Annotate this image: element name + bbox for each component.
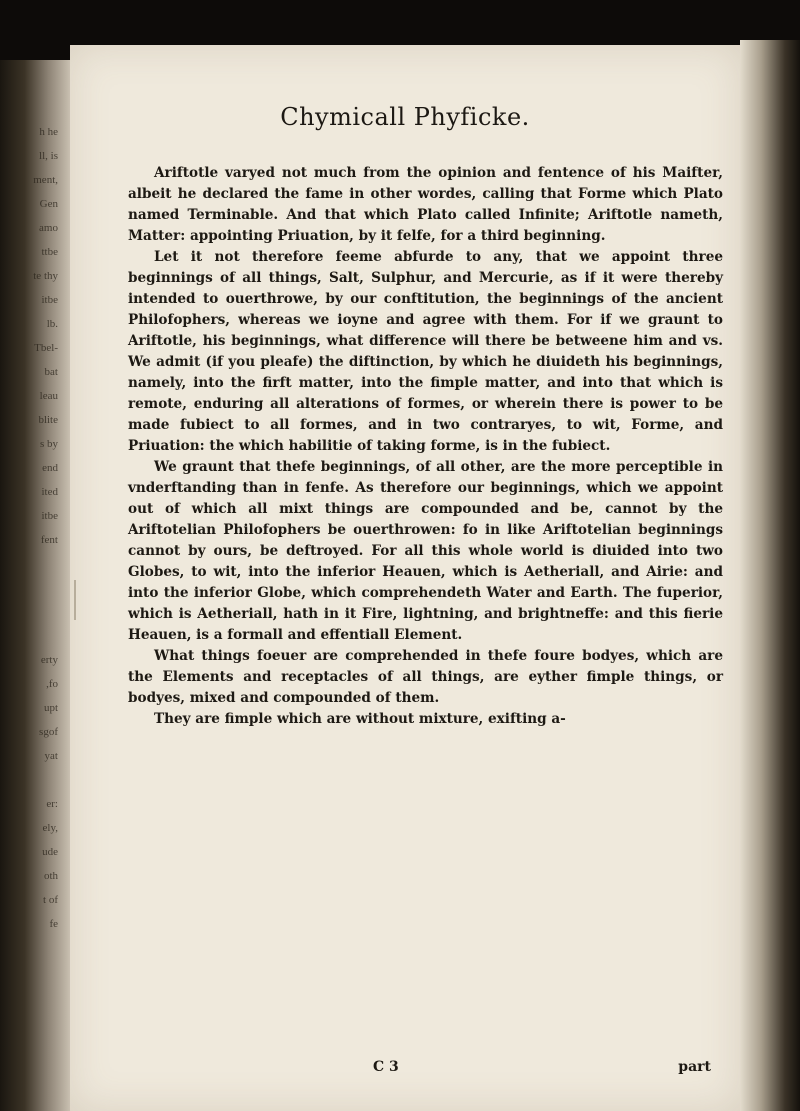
prev-page-fragment	[0, 552, 58, 576]
prev-page-fragment	[0, 624, 58, 648]
catchword: part	[678, 1059, 711, 1075]
prev-page-fragment: ll, is	[39, 150, 58, 162]
prev-page-fragment: fe	[49, 918, 58, 930]
prev-page-fragment: t of	[43, 894, 58, 906]
prev-page-fragment: ,fo	[46, 678, 58, 690]
prev-page-fragment: upt	[43, 702, 58, 714]
prev-page-fragment: blite	[38, 414, 58, 426]
prev-page-fragment: te thy	[33, 270, 58, 282]
paragraph: Let it not therefore feeme abfurde to any, that we appoint three beginnings of all things, Salt, Sulphur, and Mercurie, as if it were thereby intended to ouerthrowe, by our conftitution, the beginnings of the ancient Philofophers, whereas we ioyne and agree with them. For if we graunt to Ariftotle, his beginnings, what difference will there be betweene him and vs. We admit (if you pleafe) the diftinction, by which he diuideth his beginnings, namely, into the firft matter, into the fimple matter, and into that which is remote, enduring all alterations of formes, or wherein there is power to be made fubiect to all formes, and in two contraryes, to wit, Forme, and Priuation: the which habilitie of taking forme, is in the fubiect.	[128, 249, 723, 454]
paragraph: Ariftotle varyed not much from the opinion and fentence of his Maifter, albeit he declared the fame in other wordes, calling that Forme which Plato named Terminable. And that which Plato called Infinite; Ariftotle nameth, Matter: appointing Priuation, by it felfe, for a third beginning.	[128, 165, 723, 244]
prev-page-fragment: erty	[40, 654, 58, 666]
prev-page-fragment: itbe	[41, 294, 58, 306]
prev-page-fragment	[0, 576, 58, 600]
paragraph: What things foeuer are comprehended in thefe foure bodyes, which are the Elements and receptacles of all things, are eyther fimple things, or bodyes, mixed and compounded of them.	[128, 648, 723, 706]
margin-mark	[74, 580, 76, 620]
prev-page-fragment: amo	[39, 222, 58, 234]
prev-page-fragment: Tbel-	[34, 342, 58, 354]
prev-page-fragment: lb.	[46, 318, 58, 330]
prev-page-fragment: s by	[39, 438, 58, 450]
prev-page-fragment: ment,	[33, 174, 58, 186]
paragraph: We graunt that thefe beginnings, of all other, are the more perceptible in vnderftanding than in fenfe. As therefore our beginnings, which we appoint out of which all mixt things are compounded and be, cannot by the Ariftotelian Philofophers be ouerthrowen: fo in like Ariftotelian beginnings cannot by ours, be deftroyed. For all this whole world is diuided into two Globes, to wit, into the inferior Heauen, which is Aetheriall, and Airie: and into the inferior Globe, which comprehendeth Water and Earth. The fuperior, which is Aetheriall, hath in it Fire, lightning, and brightneffe: and this fierie Heauen, is a formall and effentiall Element.	[128, 459, 723, 643]
prev-page-fragment: ttbe	[41, 246, 58, 258]
prev-page-fragment: er:	[46, 798, 58, 810]
prev-page-fragment: oth	[43, 870, 58, 882]
paragraph: They are fimple which are without mixture, exifting a-	[154, 711, 566, 727]
running-header: Chymicall Phyficke.	[280, 103, 530, 131]
body-text	[128, 163, 723, 730]
prev-page-fragment: itbe	[41, 510, 58, 522]
prev-page-fragment: ited	[41, 486, 58, 498]
prev-page-fragment	[0, 600, 58, 624]
prev-page-fragment: leau	[39, 390, 58, 402]
prev-page-fragment: Gen	[39, 198, 58, 210]
prev-page-fragment: yat	[44, 750, 58, 762]
previous-page-edge	[0, 120, 62, 930]
prev-page-fragment: h he	[39, 126, 58, 138]
prev-page-fragment: fent	[40, 534, 58, 546]
prev-page-fragment: ude	[42, 846, 58, 858]
right-book-gutter	[740, 40, 800, 1111]
prev-page-fragment: end	[42, 462, 58, 474]
prev-page-fragment: bat	[44, 366, 58, 378]
book-page	[70, 45, 740, 1111]
signature-mark: C 3	[373, 1059, 399, 1075]
prev-page-fragment: ely,	[42, 822, 58, 834]
prev-page-fragment	[0, 768, 58, 792]
prev-page-fragment: sgof	[39, 726, 58, 738]
